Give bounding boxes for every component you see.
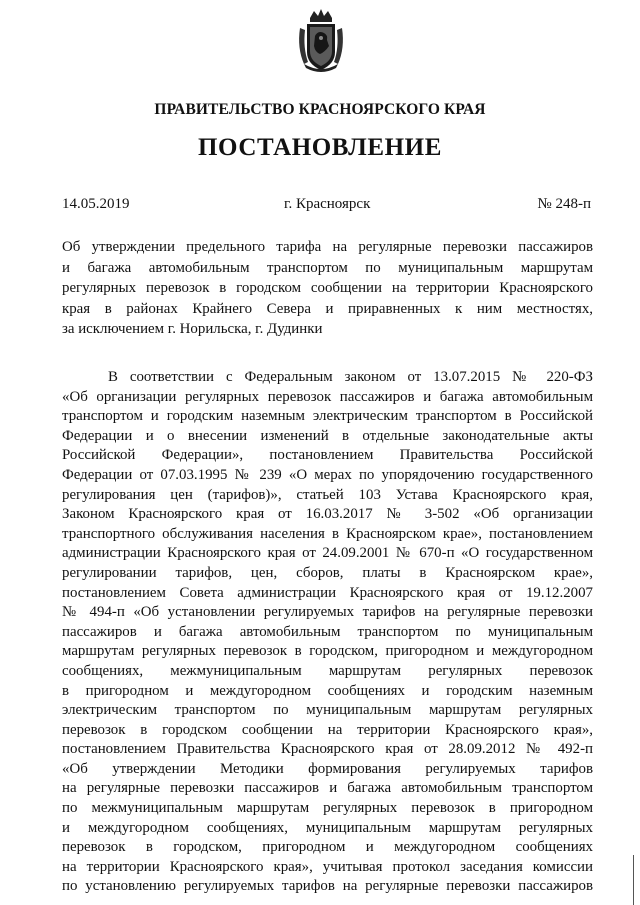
body-line: пассажиров и багажа автомобильным транспортом по муниципальным [62,623,593,640]
body-line: маршрутам регулярных перевозок в городском, пригородном и междугородном [62,643,593,660]
body-line: № 494-п «Об установлении регулируемых тарифов на регулярные перевозки [62,604,593,621]
body-line: и междугородном сообщениях, муниципальным маршрутам регулярных [62,819,593,836]
body-line: по межмуниципальным маршрутам регулярных перевозок в пригородном [62,800,593,817]
document-date: 14.05.2019 [62,196,130,212]
subject-line: Об утверждении предельного тарифа на регулярные перевозки пассажиров [62,239,593,255]
subject-line: регулярных перевозок в городском сообщении на территории Красноярского [62,280,593,296]
subject-line: за исключением г. Норильска, г. Дудинки [62,321,323,337]
document-body [62,368,593,897]
body-line: перевозок в городском сообщении на территории Красноярского края», [62,721,593,738]
body-line: «Об организации регулярных перевозок пассажиров и багажа автомобильным [62,388,593,405]
body-line: сообщениях, межмуниципальным маршрутам регулярных перевозок [62,662,593,679]
coat-of-arms-icon [296,8,346,74]
body-line: постановлением Совета администрации Красноярского края от 19.12.2007 [62,584,593,601]
body-line: перевозок в городском, пригородном и междугородном сообщениях [62,839,593,856]
subject-line: края в районах Крайнего Севера и приравненных к ним местностях, [62,300,593,317]
body-line: на регулярные перевозки пассажиров и багажа автомобильным транспортом [62,780,593,797]
body-line: Российской Федерации», постановлением Правительства Российской [62,447,593,464]
body-line: электрическим транспортом по муниципальным маршрутам регулярных [62,702,593,719]
body-line: администрации Красноярского края от 24.09.2001 № 670-п «О государственном [62,545,593,562]
document-number: № 248-п [537,196,591,212]
body-line: Законом Красноярского края от 16.03.2017 № 3-502 «Об организации [62,506,593,523]
body-line: Федерации от 07.03.1995 № 239 «О мерах по упорядочению государственного [62,466,593,483]
body-line: В соответствии с Федеральным законом от 13.07.2015 № 220-ФЗ [108,369,593,385]
body-line: постановлением Правительства Красноярского края от 28.09.2012 № 492-п [62,741,593,758]
document-subject [62,237,593,340]
body-line: по установлению регулируемых тарифов на регулярные перевозки пассажиров [62,878,593,895]
body-line: регулировании тарифов, цен, сборов, платы в Красноярском крае», [62,564,593,581]
body-line: транспортного обслуживания населения в Красноярском крае», постановлением [62,525,593,542]
body-line: в пригородном и междугородном сообщениях и городским наземным [62,682,593,699]
body-line: «Об утверждении Методики формирования регулируемых тарифов [62,760,593,777]
body-line: Федерации и о внесении изменений в отдельные законодательные акты [62,427,593,444]
organization-title: ПРАВИТЕЛЬСТВО КРАСНОЯРСКОГО КРАЯ [154,101,486,118]
body-line: на территории Красноярского края», учитывая протокол заседания комиссии [62,858,593,875]
body-line: транспортом и городским наземным электрическим транспортом в Российской [62,408,593,425]
body-line: регулирования цен (тарифов)», статьей 103 Устава Красноярского края, [62,486,593,503]
subject-line: и багажа автомобильным транспортом по муниципальным маршрутам [62,259,593,276]
document-type-title: ПОСТАНОВЛЕНИЕ [197,134,443,161]
scan-edge-line [633,855,634,905]
document-city: г. Красноярск [284,196,371,212]
